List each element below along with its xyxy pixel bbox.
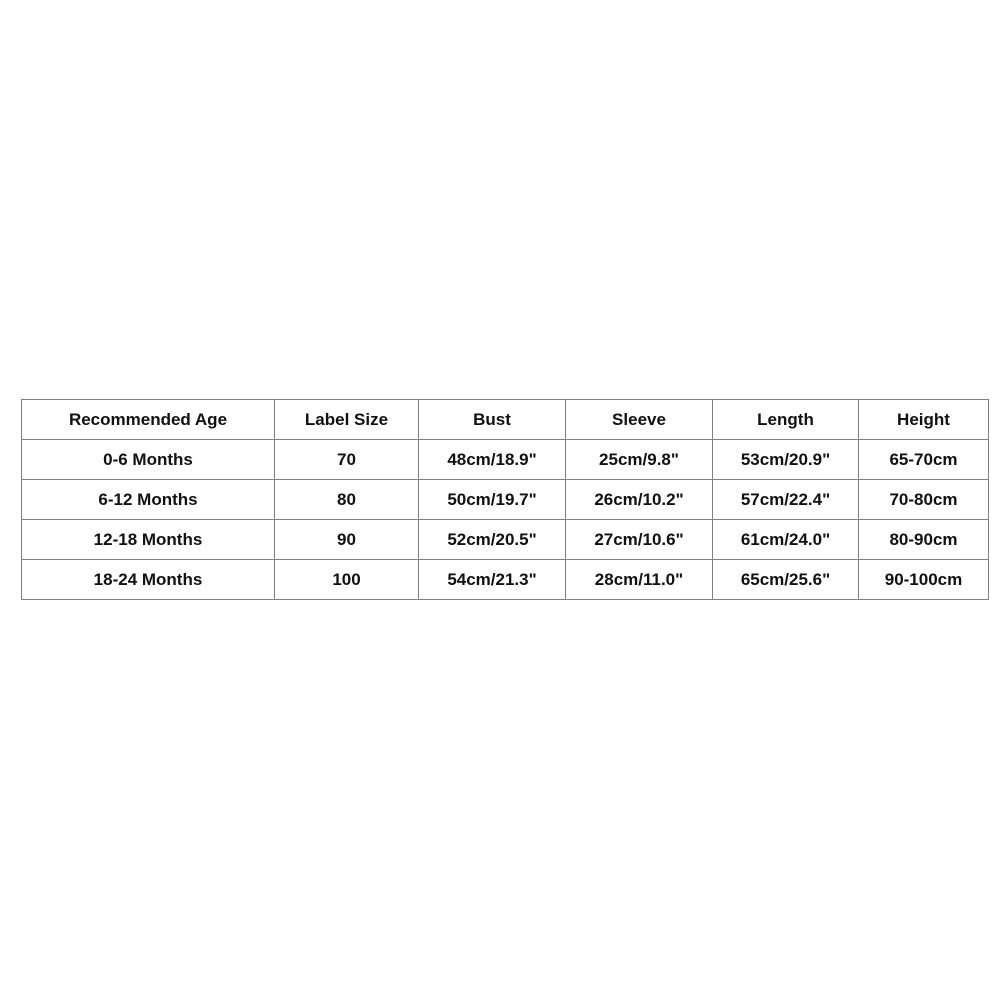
cell-sleeve: 25cm/9.8" [566,440,713,480]
cell-length: 53cm/20.9" [713,440,859,480]
cell-bust: 48cm/18.9" [419,440,566,480]
cell-recommended-age: 12-18 Months [22,520,275,560]
table-row [22,440,989,480]
cell-bust: 52cm/20.5" [419,520,566,560]
cell-sleeve: 27cm/10.6" [566,520,713,560]
size-chart-table [21,399,989,600]
cell-height: 65-70cm [859,440,989,480]
table-row [22,480,989,520]
header-height: Height [859,400,989,440]
header-recommended-age: Recommended Age [22,400,275,440]
cell-length: 61cm/24.0" [713,520,859,560]
cell-sleeve: 26cm/10.2" [566,480,713,520]
cell-recommended-age: 6-12 Months [22,480,275,520]
cell-label-size: 100 [275,560,419,600]
header-bust: Bust [419,400,566,440]
cell-label-size: 70 [275,440,419,480]
table-row [22,520,989,560]
header-length: Length [713,400,859,440]
header-label-size: Label Size [275,400,419,440]
cell-sleeve: 28cm/11.0" [566,560,713,600]
cell-label-size: 80 [275,480,419,520]
table-header-row [22,400,989,440]
cell-label-size: 90 [275,520,419,560]
cell-height: 90-100cm [859,560,989,600]
header-sleeve: Sleeve [566,400,713,440]
cell-height: 80-90cm [859,520,989,560]
cell-recommended-age: 18-24 Months [22,560,275,600]
cell-bust: 54cm/21.3" [419,560,566,600]
cell-length: 65cm/25.6" [713,560,859,600]
table-row [22,560,989,600]
cell-height: 70-80cm [859,480,989,520]
cell-bust: 50cm/19.7" [419,480,566,520]
cell-length: 57cm/22.4" [713,480,859,520]
cell-recommended-age: 0-6 Months [22,440,275,480]
